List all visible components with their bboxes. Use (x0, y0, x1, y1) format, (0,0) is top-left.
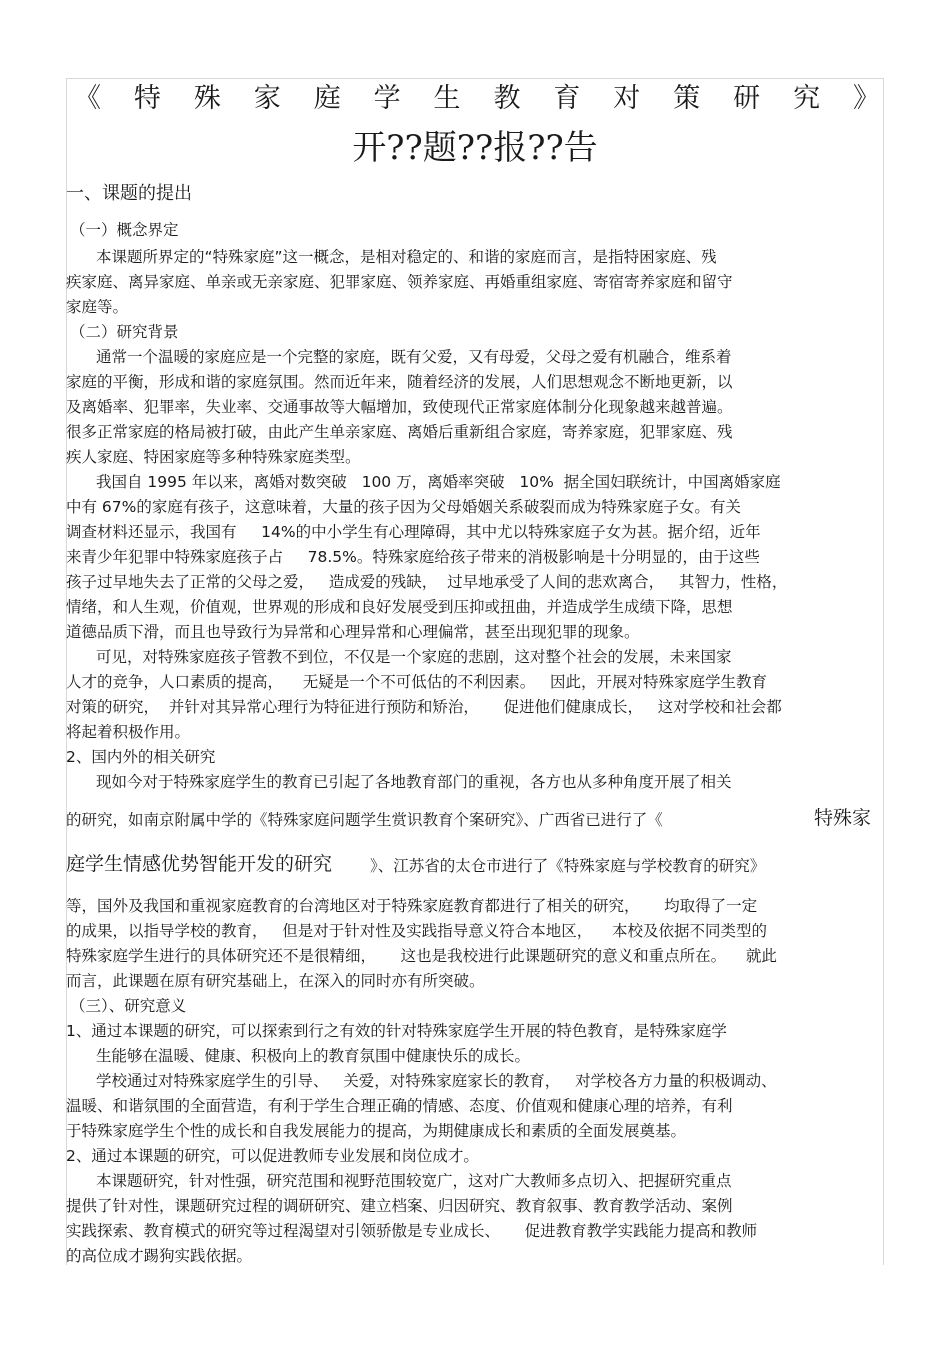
paragraph-line: 2、通过本课题的研究，可以促进教师专业发展和岗位成才。 (66, 1147, 479, 1165)
title-line-2: 开??题??报??告 (352, 128, 598, 168)
paragraph-line: 》、江苏省的太仓市进行了《特殊家庭与学校教育的研究》 (370, 857, 766, 875)
subheading-significance: （三）、研究意义 (70, 997, 187, 1015)
paragraph-line-large: 庭学生情感优势智能开发的研究 (66, 853, 333, 875)
paragraph-line: 人才的竞争，人口素质的提高， 无疑是一个不可低估的不利因素。 因此，开展对特殊家庭学生教育 (66, 673, 767, 691)
paragraph-line-large: 特殊家 (814, 807, 872, 829)
paragraph-line: 的研究，如南京附属中学的《特殊家庭问题学生赏识教育个案研究》、广西省已进行了《 (66, 811, 663, 829)
subheading-related-research: 2、国内外的相关研究 (66, 748, 216, 766)
paragraph-line: 温暖、和谐氛围的全面营造，有利于学生合理正确的情感、态度、价值观和健康心理的培养，有利 (66, 1097, 733, 1115)
paragraph-line: 将起着积极作用。 (66, 723, 191, 741)
paragraph-line: 家庭的平衡，形成和谐的家庭氛围。然而近年来，随着经济的发展，人们思想观念不断地更新，以 (66, 373, 733, 391)
paragraph-line: 本课题所界定的“特殊家庭”这一概念，是相对稳定的、和谐的家庭而言，是指特困家庭、残 (96, 248, 717, 266)
subheading-background: （二）研究背景 (70, 323, 179, 341)
paragraph-line: 我国自 1995 年以来，离婚对数突破 100 万，离婚率突破 10% 据全国妇联统计，中国离婚家庭 (96, 473, 781, 491)
section-heading-1: 一、课题的提出 (66, 183, 192, 204)
paragraph-line: 的高位成才踢狗实践依据。 (66, 1247, 253, 1265)
paragraph-line: 学校通过对特殊家庭学生的引导、 关爱，对特殊家庭家长的教育， 对学校各方力量的积极调动、 (96, 1072, 777, 1090)
paragraph-line: 于特殊家庭学生个性的成长和自我发展能力的提高，为期健康成长和素质的全面发展奠基。 (66, 1122, 687, 1140)
paragraph-line: 对策的研究， 并针对其异常心理行为特征进行预防和矫治， 促进他们健康成长， 这对学校和社会都 (66, 698, 782, 716)
paragraph-line: 调查材料还显示，我国有 14%的中小学生有心理障碍，其中尤以特殊家庭子女为甚。据介绍，近年 (66, 523, 761, 541)
paragraph-line: 的成果，以指导学校的教育， 但是对于针对性及实践指导意义符合本地区， 本校及依据不同类型的 (66, 922, 767, 940)
paragraph-line: 实践探索、教育模式的研究等过程渴望对引领骄傲是专业成长、 促进教育教学实践能力提高和教师 (66, 1222, 758, 1240)
paragraph-line: 等，国外及我国和重视家庭教育的台湾地区对于特殊家庭教育都进行了相关的研究， 均取得了一定 (66, 897, 758, 915)
paragraph-line: 生能够在温暖、健康、积极向上的教育氛围中健康快乐的成长。 (96, 1047, 531, 1065)
title-line-1: 《特殊家庭学生教育对策研究》 (74, 83, 880, 114)
subheading-concept: （一）概念界定 (70, 221, 179, 239)
paragraph-line: 很多正常家庭的格局被打破，由此产生单亲家庭、离婚后重新组合家庭，寄养家庭，犯罪家庭、残 (66, 423, 733, 441)
paragraph-line: 孩子过早地失去了正常的父母之爱， 造成爱的残缺， 过早地承受了人间的悲欢离合， 其智力，性格， (66, 573, 788, 591)
paragraph-line: 中有 67%的家庭有孩子，这意味着，大量的孩子因为父母婚姻关系破裂而成为特殊家庭子女。有关 (66, 498, 741, 516)
paragraph-line: 可见，对特殊家庭孩子管教不到位，不仅是一个家庭的悲剧，这对整个社会的发展，未来国家 (96, 648, 732, 666)
paragraph-line: 疾家庭、离异家庭、单亲或无亲家庭、犯罪家庭、领养家庭、再婚重组家庭、寄宿寄养家庭和留守 (66, 273, 733, 291)
paragraph-line: 及离婚率、犯罪率，失业率、交通事故等大幅增加，致使现代正常家庭体制分化现象越来越普遍。 (66, 398, 733, 416)
paragraph-line: 疾人家庭、特困家庭等多种特殊家庭类型。 (66, 448, 361, 466)
paragraph-line: 特殊家庭学生进行的具体研究还不是很精细， 这也是我校进行此课题研究的意义和重点所在。 就此 (66, 947, 777, 965)
paragraph-line: 情绪，和人生观，价值观，世界观的形成和良好发展受到压抑或扭曲，并造成学生成绩下降，思想 (66, 598, 733, 616)
paragraph-line: 道德品质下滑，而且也导致行为异常和心理异常和心理偏常，甚至出现犯罪的现象。 (66, 623, 640, 641)
paragraph-line: 现如今对于特殊家庭学生的教育已引起了各地教育部门的重视，各方也从多种角度开展了相关 (96, 773, 732, 791)
paragraph-line: 来青少年犯罪中特殊家庭孩子占 78.5%。特殊家庭给孩子带来的消极影响是十分明显的，由于这些 (66, 548, 760, 566)
paragraph-line: 家庭等。 (66, 298, 129, 316)
paragraph-line: 本课题研究，针对性强，研究范围和视野范围较宽广，这对广大教师多点切入、把握研究重点 (96, 1172, 732, 1190)
paragraph-line: 通常一个温暖的家庭应是一个完整的家庭，既有父爱，又有母爱，父母之爱有机融合，维系着 (96, 348, 732, 366)
paragraph-line: 而言，此课题在原有研究基础上，在深入的同时亦有所突破。 (66, 972, 485, 990)
paragraph-line: 提供了针对性，课题研究过程的调研研究、建立档案、归因研究、教育叙事、教育教学活动、案例 (66, 1197, 733, 1215)
paragraph-line: 1、通过本课题的研究，可以探索到行之有效的针对特殊家庭学生开展的特色教育，是特殊家庭学 (66, 1022, 727, 1040)
